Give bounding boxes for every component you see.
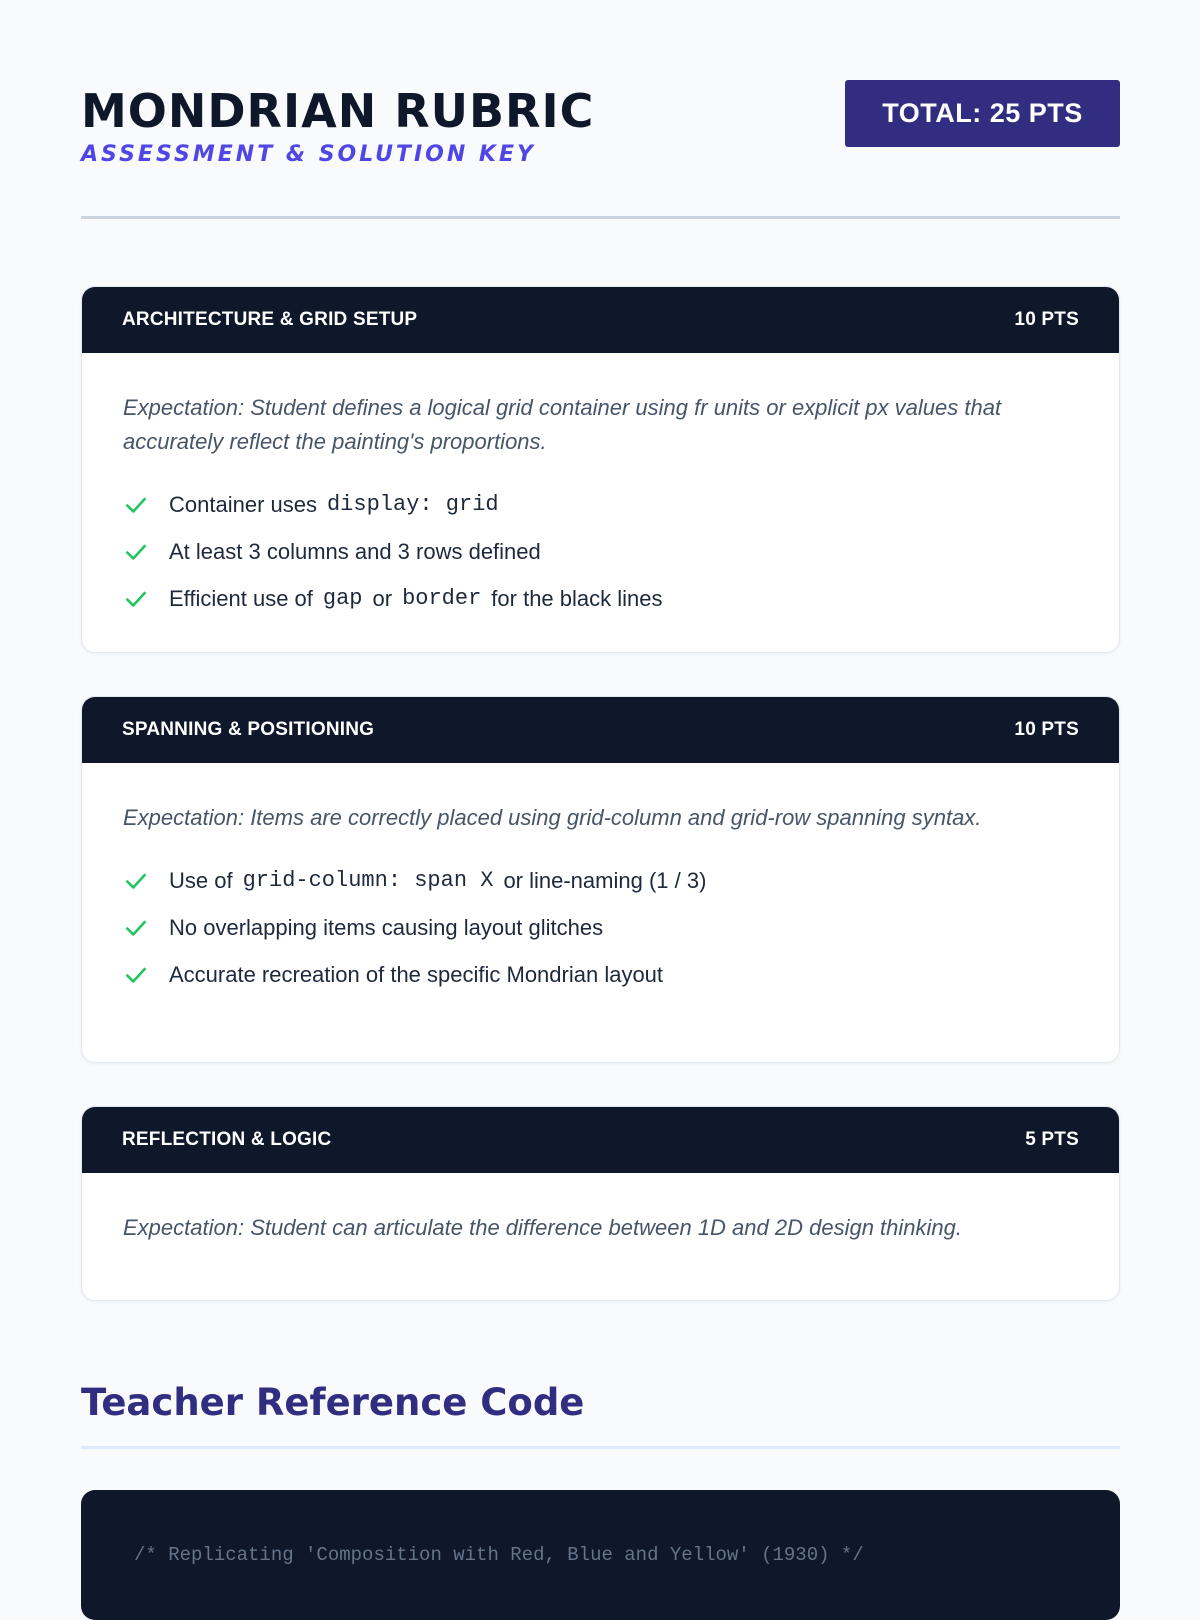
check-icon xyxy=(123,868,149,894)
reference-title: Teacher Reference Code xyxy=(81,1381,585,1424)
section-points: 10 PTS xyxy=(1014,719,1079,740)
reference-divider xyxy=(81,1446,1120,1449)
check-icon xyxy=(123,586,149,612)
section-expectation: Expectation: Items are correctly placed using grid-column and grid-row spanning syntax. xyxy=(123,805,982,830)
criterion-text: No overlapping items causing layout glitches xyxy=(169,914,604,940)
page-subtitle: ASSESSMENT & SOLUTION KEY xyxy=(81,142,536,167)
criterion-text: or line-naming (1 / 3) xyxy=(503,867,707,893)
criterion-code: gap xyxy=(322,586,363,611)
code-comment: /* Replicating 'Composition with Red, Blue and Yellow' (1930) */ xyxy=(134,1544,864,1566)
criterion-text: Use of xyxy=(169,867,233,893)
criterion-text: At least 3 columns and 3 rows defined xyxy=(169,538,541,564)
criterion-text: or xyxy=(372,585,393,611)
rubric-section-architecture xyxy=(81,286,1120,653)
criterion-item xyxy=(123,857,1079,904)
criterion-item xyxy=(123,575,1079,622)
criteria-list xyxy=(123,481,1079,622)
check-icon xyxy=(123,492,149,518)
criterion-text: Container uses xyxy=(169,491,317,517)
criteria-list xyxy=(123,857,1079,998)
section-title: SPANNING & POSITIONING xyxy=(122,719,375,740)
page-title: MONDRIAN RUBRIC xyxy=(81,84,595,138)
criterion-text: Accurate recreation of the specific Mondrian layout xyxy=(169,961,664,987)
section-title: REFLECTION & LOGIC xyxy=(122,1129,332,1150)
section-body xyxy=(82,1173,1119,1245)
reference-code-block xyxy=(81,1490,1120,1620)
section-body xyxy=(82,353,1119,622)
rubric-section-reflection xyxy=(81,1106,1120,1301)
criterion-text: Efficient use of xyxy=(169,585,313,611)
criterion-code: border xyxy=(402,586,482,611)
section-expectation: Expectation: Student can articulate the difference between 1D and 2D design thinking. xyxy=(123,1215,962,1240)
criterion-text: for the black lines xyxy=(491,585,663,611)
section-title: ARCHITECTURE & GRID SETUP xyxy=(122,309,418,330)
criterion-code: grid-column: span X xyxy=(242,868,494,893)
total-points-badge: TOTAL: 25 PTS xyxy=(845,80,1120,147)
check-icon xyxy=(123,539,149,565)
section-body xyxy=(82,763,1119,998)
section-points: 5 PTS xyxy=(1025,1129,1079,1150)
rubric-section-spanning xyxy=(81,696,1120,1063)
check-icon xyxy=(123,915,149,941)
criterion-item xyxy=(123,481,1079,528)
page-header xyxy=(81,80,1120,219)
criterion-item xyxy=(123,528,1079,575)
section-points: 10 PTS xyxy=(1014,309,1079,330)
check-icon xyxy=(123,962,149,988)
section-expectation: Expectation: Student defines a logical grid container using fr units or explicit px values that accurately reflect the painting's proportions. xyxy=(123,395,1002,454)
section-header xyxy=(82,1107,1119,1173)
criterion-item xyxy=(123,951,1079,998)
criterion-code: display: grid xyxy=(326,492,499,517)
section-header xyxy=(82,697,1119,763)
section-header xyxy=(82,287,1119,353)
criterion-item xyxy=(123,904,1079,951)
